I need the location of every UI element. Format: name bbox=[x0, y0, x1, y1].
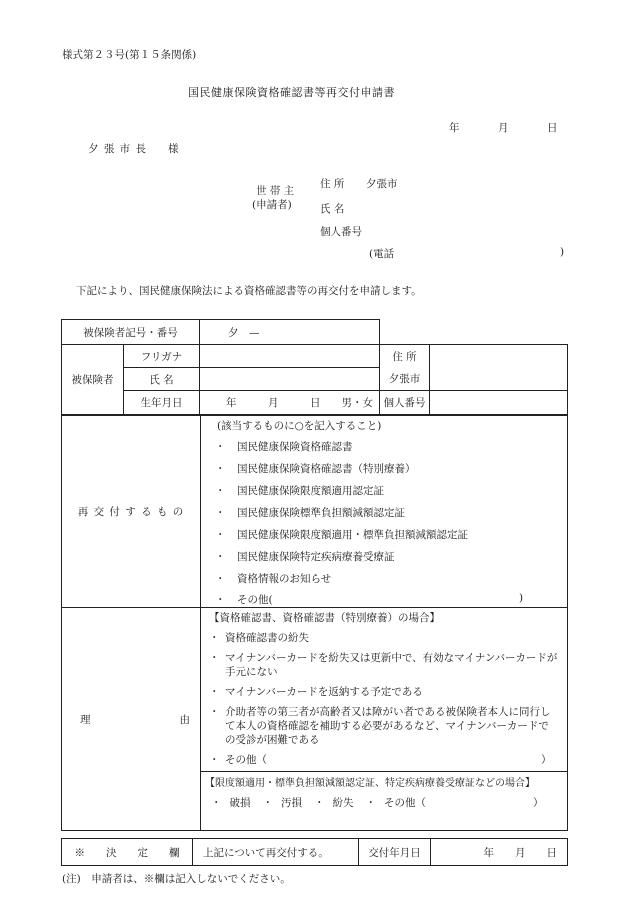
insured-address-label: 住 所 bbox=[380, 345, 430, 368]
insured-mynumber-input[interactable] bbox=[430, 391, 568, 415]
reason2-option[interactable] bbox=[366, 795, 427, 810]
bullet: ・ bbox=[215, 594, 226, 606]
applicant-address-value: 夕張市 bbox=[366, 178, 398, 190]
reissue-reason-table bbox=[61, 415, 568, 831]
dob-field[interactable] bbox=[200, 391, 380, 415]
insured-table bbox=[61, 319, 568, 415]
furigana-label: フリガナ bbox=[124, 345, 200, 368]
reissue-option-other[interactable] bbox=[215, 592, 567, 607]
date-day-label: 日 bbox=[547, 122, 558, 134]
reason2-option-label: 汚損 bbox=[281, 797, 302, 809]
bullet: ・ bbox=[209, 632, 220, 644]
reissue-note: (該当するものに○を記入すること) bbox=[217, 420, 382, 432]
name-input[interactable] bbox=[200, 368, 380, 391]
dob-value: 年 月 日 bbox=[226, 397, 321, 409]
bullet: ・ bbox=[365, 797, 376, 809]
reissue-option[interactable] bbox=[215, 571, 567, 587]
furigana-input[interactable] bbox=[200, 345, 380, 368]
reissue-option[interactable] bbox=[215, 439, 567, 455]
decision-label: ※ 決 定 欄 bbox=[62, 839, 193, 866]
reason2-option-label: 紛失 bbox=[332, 797, 354, 809]
applicant-phone-open: (電話 bbox=[369, 248, 395, 260]
reason2-option-label: その他（ bbox=[384, 797, 426, 809]
reason-options bbox=[201, 608, 568, 831]
bullet: ・ bbox=[314, 797, 325, 809]
bullet: ・ bbox=[215, 529, 226, 541]
reason-label-cell bbox=[62, 608, 201, 831]
reason-option-other[interactable] bbox=[209, 752, 567, 767]
reason-section2-title: 【限度額適用・標準負担額減額認定証、特定疾病療養受療証などの場合】 bbox=[201, 771, 567, 789]
footnote: (注) 申請者は、※欄は記入しないでください。 bbox=[62, 873, 291, 885]
addressee: 夕 張 市 長 bbox=[88, 143, 148, 155]
reason2-option[interactable] bbox=[211, 795, 251, 810]
gender-options[interactable]: 男・女 bbox=[341, 397, 373, 409]
intro-statement: 下記により、国民健康保険法による資格確認書等の再交付を申請します。 bbox=[76, 285, 422, 297]
issue-date-label: 交付年月日 bbox=[359, 839, 431, 866]
reissue-options bbox=[201, 416, 568, 608]
reason-option[interactable] bbox=[209, 651, 559, 679]
reason-option-label: 介助者等の第三者が高齢者又は障がい者である被保険者本人に同行して本人の資格確認を補助する必要があるなど、マイナンバーカードでの受診が困難である bbox=[225, 706, 551, 746]
reissue-option[interactable] bbox=[215, 527, 567, 543]
reissue-option-label: 国民健康保険限度額適用・標準負担額減額認定証 bbox=[237, 529, 468, 541]
symbol-label: 被保険者記号・番号 bbox=[62, 320, 200, 345]
reissue-option-label: 国民健康保険特定疾病療養受療証 bbox=[237, 551, 395, 563]
insured-address-input[interactable] bbox=[430, 345, 568, 391]
decision-table bbox=[61, 838, 568, 866]
reason-option-label: 資格確認書の紛失 bbox=[225, 632, 309, 644]
bullet: ・ bbox=[211, 797, 222, 809]
bullet: ・ bbox=[215, 507, 226, 519]
reissue-option[interactable] bbox=[215, 483, 567, 499]
reissue-option-label: 国民健康保険限度額適用認定証 bbox=[237, 485, 384, 497]
reason-section2-options bbox=[201, 789, 567, 810]
applicant-role: 世 帯 主 bbox=[256, 185, 295, 197]
applicant-name-label: 氏 名 bbox=[320, 203, 345, 215]
document-title: 国民健康保険資格確認書等再交付申請書 bbox=[188, 86, 395, 99]
reason-label-left: 理 bbox=[80, 713, 91, 726]
reissue-option[interactable] bbox=[215, 549, 567, 565]
insured-mynumber-label: 個人番号 bbox=[380, 391, 430, 415]
reissue-option-label: 資格情報のお知らせ bbox=[237, 573, 332, 585]
bullet: ・ bbox=[215, 551, 226, 563]
reissue-option[interactable] bbox=[215, 461, 567, 477]
form-number: 様式第２３号(第１５条関係) bbox=[62, 49, 197, 61]
reissue-other-label: その他( bbox=[237, 594, 273, 606]
reason2-option-label: 破損 bbox=[229, 797, 251, 809]
reissue-label: 再 交 付 す る も の bbox=[62, 416, 201, 608]
bullet: ・ bbox=[262, 797, 273, 809]
bullet: ・ bbox=[215, 485, 226, 497]
reissue-other-close: ) bbox=[519, 592, 524, 604]
honorific: 様 bbox=[168, 143, 179, 155]
symbol-value[interactable]: 夕 — bbox=[200, 320, 380, 345]
bullet: ・ bbox=[215, 573, 226, 585]
reason-label-right: 由 bbox=[179, 713, 190, 726]
decision-text: 上記について再交付する。 bbox=[193, 839, 359, 866]
reissue-option-label: 国民健康保険資格確認書（特別療養） bbox=[237, 463, 416, 475]
name-label: 氏 名 bbox=[124, 368, 200, 391]
reason-option-label: マイナンバーカードを紛失又は更新中で、有効なマイナンバーカードが手元にない bbox=[225, 652, 558, 678]
dob-label: 生年月日 bbox=[124, 391, 200, 415]
issue-date-value: 年 月 日 bbox=[431, 839, 568, 866]
reissue-option-label: 国民健康保険資格確認書 bbox=[237, 441, 353, 453]
reason-other-close: ） bbox=[541, 754, 552, 766]
bullet: ・ bbox=[215, 463, 226, 475]
bullet: ・ bbox=[209, 652, 220, 664]
reissue-option-label: 国民健康保険標準負担額減額認定証 bbox=[237, 507, 405, 519]
reissue-option[interactable] bbox=[215, 505, 567, 521]
applicant-role-sub: (申請者) bbox=[252, 199, 292, 211]
reason-other-label: その他（ bbox=[225, 754, 267, 766]
applicant-address-label: 住 所 bbox=[320, 178, 345, 190]
reason2-other-close: ） bbox=[533, 797, 544, 809]
reason-option[interactable] bbox=[209, 705, 559, 747]
reason-option[interactable] bbox=[209, 685, 559, 699]
date-year-label: 年 bbox=[449, 122, 460, 134]
applicant-mynumber-label: 個人番号 bbox=[320, 226, 362, 238]
date-month-label: 月 bbox=[498, 122, 509, 134]
bullet: ・ bbox=[209, 686, 220, 698]
applicant-phone-close: ) bbox=[560, 246, 565, 258]
bullet: ・ bbox=[209, 706, 220, 718]
reason-section1-title: 【資格確認書、資格確認書（特別療養）の場合】 bbox=[209, 612, 440, 624]
reason2-option[interactable] bbox=[263, 795, 303, 810]
insured-address-value: 夕張市 bbox=[380, 368, 430, 391]
reason2-option[interactable] bbox=[314, 795, 354, 810]
insured-group-label: 被保険者 bbox=[62, 345, 124, 415]
reason-option-label: マイナンバーカードを返納する予定である bbox=[225, 686, 423, 698]
bullet: ・ bbox=[209, 754, 220, 766]
bullet: ・ bbox=[215, 441, 226, 453]
reason-option[interactable] bbox=[209, 631, 559, 645]
